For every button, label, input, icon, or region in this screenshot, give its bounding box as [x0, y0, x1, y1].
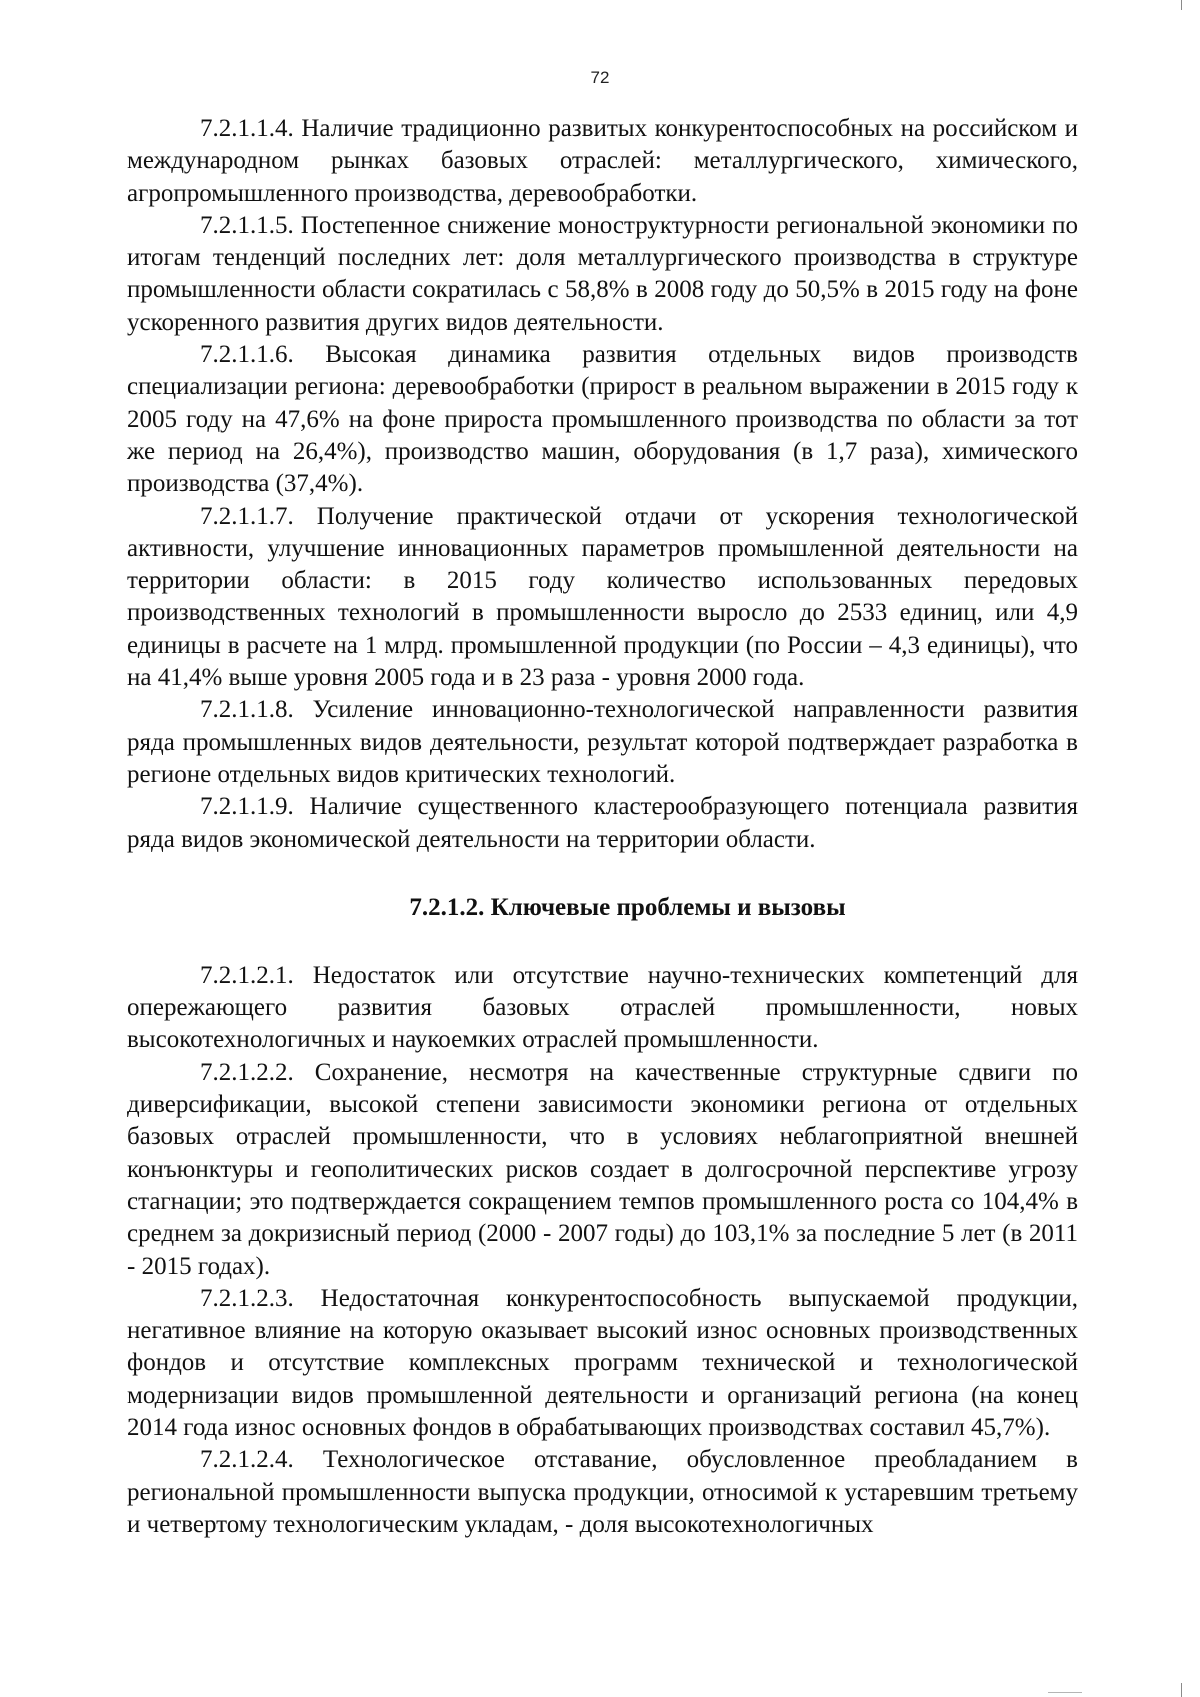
paragraph-7-2-1-2-4: 7.2.1.2.4. Технологическое отставание, обусловленное преобладанием в региональной промышленности выпуска продукции, относимой к устаревшим третьему и четвертому технологическим укладам, - доля высокотехнологичных	[127, 1446, 1078, 1538]
scan-edge-mark	[1181, 1683, 1182, 1697]
paragraph-7-2-1-1-8: 7.2.1.1.8. Усиление инновационно-технологической направленности развития ряда промышленных видов деятельности, результат которой подтверждает разработка в регионе отдельных видов критических технологий.	[127, 696, 1078, 788]
page-number: 72	[590, 68, 610, 87]
paragraph-7-2-1-2-1: 7.2.1.2.1. Недостаток или отсутствие научно-технических компетенций для опережающего развития базовых отраслей промышленности, новых высокотехнологичных и наукоемких отраслей промышленности.	[127, 961, 1078, 1054]
paragraph-7-2-1-1-4: 7.2.1.1.4. Наличие традиционно развитых конкурентоспособных на российском и международном рынках базовых отраслей: металлургического, химического, агропромышленного производства, деревообработки.	[127, 115, 1078, 207]
scan-edge-mark	[1048, 1692, 1082, 1693]
document-body	[127, 113, 1078, 1541]
paragraph-7-2-1-1-9: 7.2.1.1.9. Наличие существенного кластерообразующего потенциала развития ряда видов экономической деятельности на территории области.	[127, 793, 1078, 853]
paragraph-7-2-1-2-2: 7.2.1.2.2. Сохранение, несмотря на качественные структурные сдвиги по диверсификации, высокой степени зависимости экономики региона от отдельных базовых отраслей промышленности, что в условиях неблагоприятной внешней конъюнктуры и геополитических рисков создает в долгосрочной перспективе угрозу стагнации; это подтверждается сокращением темпов промышленного роста со 104,4% в среднем за докризисный период (2000 - 2007 годы) до 103,1% за последние 5 лет (в 2011 - 2015 годах).	[127, 1058, 1078, 1280]
paragraph-7-2-1-1-5: 7.2.1.1.5. Постепенное снижение моноструктурности региональной экономики по итогам тенденций последних лет: доля металлургического производства в структуре промышленности области сократилась с 58,8% в 2008 году до 50,5% в 2015 году на фоне ускоренного развития других видов деятельности.	[127, 211, 1078, 336]
paragraph-7-2-1-2-3: 7.2.1.2.3. Недостаточная конкурентоспособность выпускаемой продукции, негативное влияние на которую оказывает высокий износ основных производственных фондов и отсутствие комплексных программ технической и технологической модернизации видов промышленной деятельности и организаций региона (на конец 2014 года износ основных фондов в обрабатывающих производствах составил 45,7%).	[127, 1284, 1078, 1441]
section-heading: 7.2.1.2. Ключевые проблемы и вызовы	[409, 893, 846, 921]
paragraph-7-2-1-1-7: 7.2.1.1.7. Получение практической отдачи от ускорения технологической активности, улучшение инновационных параметров промышленной деятельности на территории области: в 2015 году количество использованных передовых производственных технологий в промышленности выросло до 2533 единиц, или 4,9 единицы в расчете на 1 млрд. промышленной продукции (по России – 4,3 единицы), что на 41,4% выше уровня 2005 года и в 23 раза - уровня 2000 года.	[127, 502, 1078, 692]
paragraph-7-2-1-1-6: 7.2.1.1.6. Высокая динамика развития отдельных видов производств специализации региона: деревообработки (прирост в реальном выражении в 2015 году к 2005 году на 47,6% на фоне прироста промышленного производства по области за тот же период на 26,4%), производство машин, оборудования (в 1,7 раза), химического производства (37,4%).	[127, 341, 1078, 498]
scan-edge-mark	[1181, 0, 1182, 10]
